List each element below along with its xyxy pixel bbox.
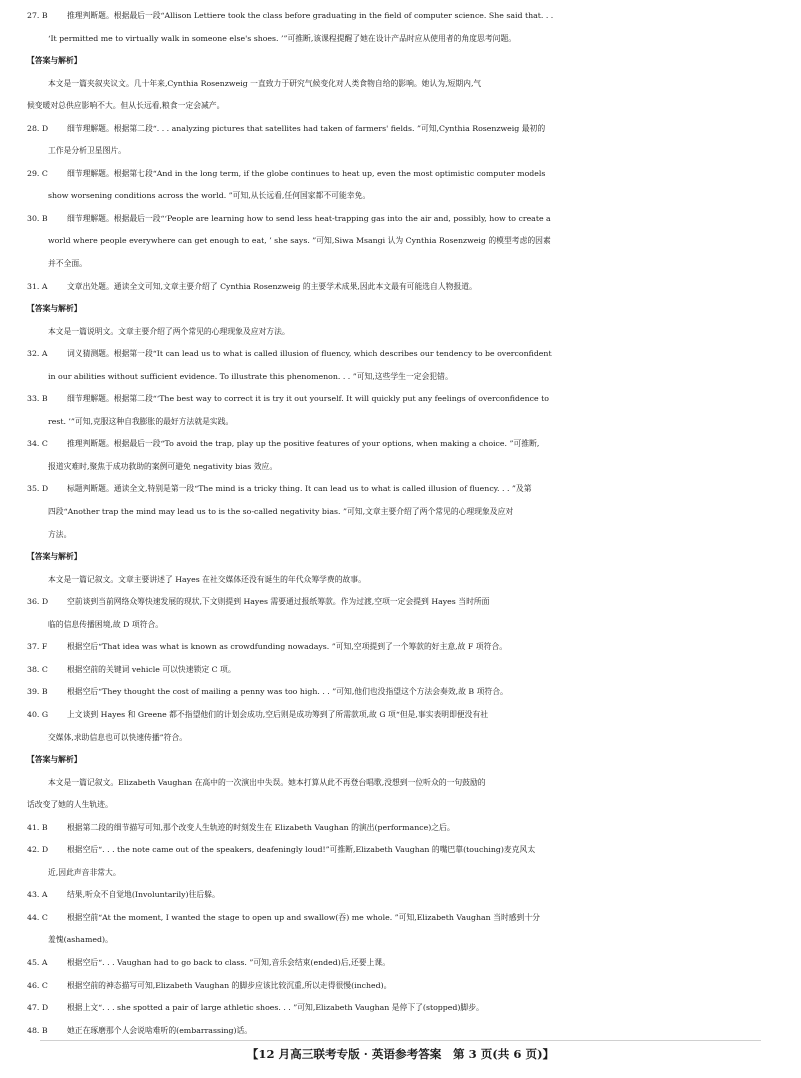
answer-continuation: 交媒体,求助信息也可以快速传播”符合。: [48, 732, 188, 742]
passage-summary-line: 话改变了她的人生轨迹。: [27, 800, 113, 810]
answer-item: [0, 591, 801, 614]
answer-number: 46. C: [27, 980, 48, 990]
answer-item: [0, 343, 801, 366]
answer-item: [0, 208, 801, 231]
answer-number: 35. D: [27, 484, 49, 494]
answer-explanation: 上文谈到 Hayes 和 Greene 都不指望他们的计划会成功,空后则是成功筹到了所需款项,故 G 项“但是,事实表明即便没有社: [67, 709, 489, 719]
answer-item: [0, 163, 801, 186]
answer-explanation: 她正在琢磨那个人会说啥难听的(embarrassing)话。: [67, 1025, 253, 1035]
answer-number: 39. B: [27, 687, 48, 697]
answer-number: 40. G: [27, 709, 49, 719]
answer-item: [0, 884, 801, 907]
answer-number: 37. F: [27, 642, 48, 652]
answer-explanation: 根据空前“At the moment, I wanted the stage to open up and swallow(吞) me whole. ”可知,Elizabeth Vaughan 当时感到十分: [67, 912, 540, 922]
answer-item: [0, 659, 801, 682]
answer-number: 47. D: [27, 1003, 49, 1013]
answer-explanation: 标题判断题。通读全文,特别是第一段“The mind is a tricky thing. It can lead us to what is called illusion of fluency. . . ”及第: [67, 484, 532, 494]
answer-continuation: 近,因此声音非常大。: [48, 867, 121, 877]
answer-number: 36. D: [27, 597, 49, 607]
answer-item: [0, 704, 801, 727]
page-footer: 【12 月高三联考专版 · 英语参考答案 第 3 页(共 6 页)】: [246, 1047, 555, 1061]
answer-explanation: 细节理解题。根据第二段“‘The best way to correct it is try it out yourself. It will quickly put any feelings of overconfidence to: [67, 394, 549, 404]
answer-item: [0, 388, 801, 411]
answer-continuation: rest. ’”可知,克服这种自我膨胀的最好方法就是实践。: [48, 416, 234, 426]
answer-number: 34. C: [27, 439, 48, 449]
answer-number: 31. A: [27, 281, 48, 291]
answer-item: [0, 276, 801, 299]
passage-summary-line: 本文是一篇说明文。文章主要介绍了两个常见的心理现象及应对方法。: [48, 326, 290, 336]
answer-explanation: 结果,听众不自觉地(Involuntarily)往后躲。: [67, 890, 220, 900]
section-heading: 【答案与解析】: [27, 552, 82, 562]
answer-continuation: 临的信息传播困境,故 D 项符合。: [48, 619, 164, 629]
answer-content: [0, 5, 801, 1042]
answer-number: 44. C: [27, 912, 48, 922]
answer-explanation: 细节理解题。根据最后一段“‘People are learning how to send less heat-trapping gas into the air and, possibly, how to create a: [67, 213, 551, 223]
passage-summary-line: 候变暖对总供应影响不大。但从长远看,粮食一定会减产。: [27, 101, 225, 111]
answer-continuation: 方法。: [48, 529, 72, 539]
answer-explanation: 细节理解题。根据第七段“And in the long term, if the globe continues to heat up, even the most optimistic computer models: [67, 168, 546, 178]
answer-explanation: 推理判断题。根据最后一段“To avoid the trap, play up the positive features of your options, when making a choice. ”可推断,: [67, 439, 540, 449]
answer-explanation: 根据第二段的细节描写可知,那个改变人生轨迹的时刻发生在 Elizabeth Vaughan 的演出(performance)之后。: [67, 822, 455, 832]
answer-continuation: ‘It permitted me to virtually walk in someone else's shoes. ’”可推断,该课程提醒了她在设计产品时应从使用者的角度思考问题。: [48, 33, 517, 43]
answer-item: [0, 433, 801, 456]
answer-item: [0, 952, 801, 975]
answer-item: [0, 817, 801, 840]
answer-number: 27. B: [27, 11, 48, 20]
answer-explanation: 细节理解题。根据第二段“. . . analyzing pictures that satellites had taken of farmers' fields. ”可知,Cynthia Rosenzweig 最初的: [67, 123, 546, 133]
answer-number: 33. B: [27, 394, 48, 404]
answer-item: [0, 478, 801, 501]
answer-continuation: world where people everywhere can get enough to eat, ’ she says. ”可知,Siwa Msangi 认为 Cynthia Rosenzweig 的模型考虑的因素: [48, 236, 551, 246]
answer-continuation: 并不全面。: [48, 259, 87, 269]
answer-explanation: 推理判断题。根据最后一段“Allison Lettiere took the class before graduating in the field of computer science. She said that. . .: [67, 11, 554, 20]
footer-divider: [40, 1040, 761, 1041]
passage-summary-line: 本文是一篇夹叙夹议文。几十年来,Cynthia Rosenzweig 一直致力于研究气候变化对人类食物自给的影响。她认为,短期内,气: [48, 78, 482, 88]
answer-continuation: 工作是分析卫星图片。: [48, 146, 126, 156]
answer-explanation: 根据空后“They thought the cost of mailing a penny was too high. . . ”可知,他们也没指望这个方法会奏效,故 B 项符合。: [67, 687, 508, 697]
answer-explanation: 根据空后“That idea was what is known as crowdfunding nowadays. ”可知,空项提到了一个筹款的好主意,故 F 项符合。: [67, 642, 507, 652]
answer-number: 45. A: [27, 957, 48, 967]
answer-number: 28. D: [27, 123, 49, 133]
answer-number: 29. C: [27, 168, 48, 178]
section-heading: 【答案与解析】: [27, 56, 82, 66]
answer-continuation: in our abilities without sufficient evidence. To illustrate this phenomenon. . . ”可知,这些学生一定会犯错。: [48, 371, 453, 381]
answer-item: [0, 975, 801, 998]
answer-continuation: show worsening conditions across the world. ”可知,从长远看,任何国家都不可能幸免。: [48, 191, 371, 201]
answer-item: [0, 118, 801, 141]
passage-summary-line: 本文是一篇记叙文。文章主要讲述了 Hayes 在社交媒体还没有诞生的年代众筹学费的故事。: [48, 574, 366, 584]
answer-explanation: 空前谈到当前网络众筹快速发展的现状,下文则提到 Hayes 需要通过报纸筹款。作为过渡,空项一定会提到 Hayes 当时所面: [67, 597, 490, 607]
answer-item: [0, 636, 801, 659]
answer-explanation: 根据空后“. . . Vaughan had to go back to class. ”可知,音乐会结束(ended)后,还要上课。: [67, 957, 390, 967]
answer-number: 41. B: [27, 822, 48, 832]
answer-number: 43. A: [27, 890, 48, 900]
answer-number: 30. B: [27, 213, 48, 223]
answer-number: 32. A: [27, 349, 48, 359]
passage-summary-line: 本文是一篇记叙文。Elizabeth Vaughan 在高中的一次演出中失误。她本打算从此不再登台唱歌,没想到一位听众的一句鼓励的: [48, 777, 486, 787]
answer-item: [0, 681, 801, 704]
answer-item: [0, 997, 801, 1020]
answer-number: 42. D: [27, 845, 49, 855]
answer-explanation: 根据空前的关键词 vehicle 可以快速锁定 C 项。: [67, 664, 236, 674]
answer-item: [0, 1020, 801, 1043]
answer-number: 48. B: [27, 1025, 48, 1035]
answer-item: [0, 5, 801, 28]
answer-continuation: 羞愧(ashamed)。: [48, 935, 113, 945]
answer-continuation: 四段“Another trap the mind may lead us to is the so-called negativity bias. ”可知,文章主要介绍了两个常见的心理现象及应对: [48, 507, 514, 517]
answer-explanation: 文章出处题。通读全文可知,文章主要介绍了 Cynthia Rosenzweig 的主要学术成果,因此本文最有可能选自人物报道。: [67, 281, 477, 291]
answer-explanation: 根据空后“. . . the note came out of the speakers, deafeningly loud!”可推断,Elizabeth Vaughan 的嘴巴靠(touching)麦克风太: [67, 845, 536, 855]
answer-continuation: 报道灾难时,聚焦于成功救助的案例可避免 negativity bias 效应。: [48, 461, 278, 471]
answer-explanation: 根据上文“. . . she spotted a pair of large athletic shoes. . . ”可知,Elizabeth Vaughan 是停下了(stopped)脚步。: [67, 1003, 484, 1013]
answer-explanation: 根据空前的神态描写可知,Elizabeth Vaughan 的脚步应该比较沉重,所以走得很慢(inched)。: [67, 980, 392, 990]
section-heading: 【答案与解析】: [27, 755, 82, 765]
answer-number: 38. C: [27, 664, 48, 674]
answer-item: [0, 839, 801, 862]
answer-item: [0, 907, 801, 930]
answer-explanation: 词义猜测题。根据第一段“It can lead us to what is called illusion of fluency, which describes our tendency to be overconfident: [67, 349, 552, 359]
section-heading: 【答案与解析】: [27, 304, 82, 314]
